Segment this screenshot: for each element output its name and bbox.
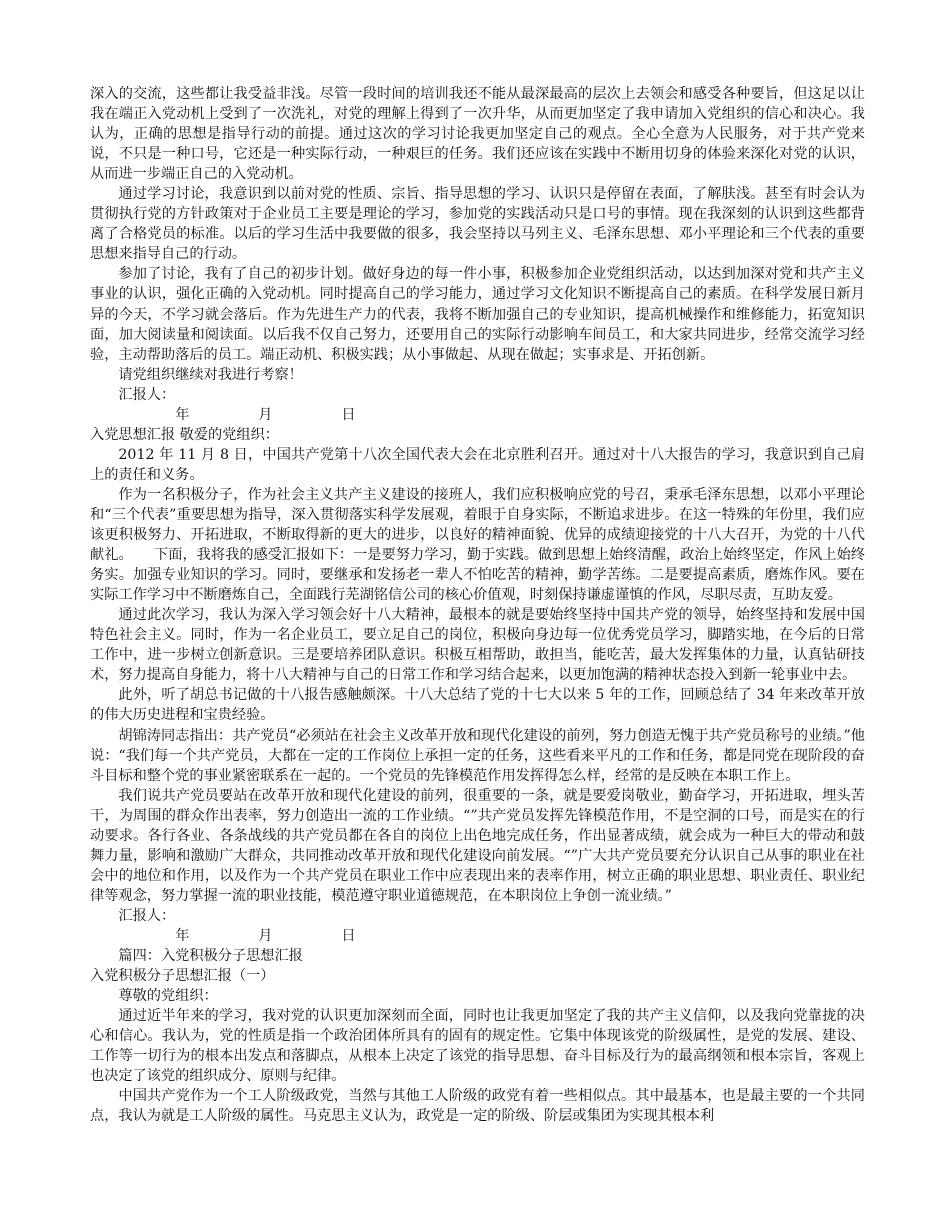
paragraph: 汇报人： xyxy=(118,907,176,924)
paragraph: 深入的交流，这些都让我受益非浅。尽管一段时间的培训我还不能从最深最高的层次上去领会和感受各种要旨，但这足以让我在端正入党动机上受到了一次洗礼，对党的理解上得到了一次升华，从而更加坚定了我申请加入党组织的信心和决心。我认为，正确的思想是指导行动的前提。通过这次的学习讨论我更加坚定自己的观点。全心全意为人民服务，对于共产党来说，不只是一种口号，它还是一种实际行动，一种艰巨的任务。我们还应该在实践中不断用切身的体验来深化对党的认识，从而进一步端正自己的入党动机。 xyxy=(90,86,865,183)
paragraph: 我们说共产党员要站在改革开放和现代化建设的前列，很重要的一条，就是要爱岗敬业，勤奋学习，开拓进取，埋头苦干，为周围的群众作出表率，努力创造出一流的工作业绩。“”共产党员发挥先锋模范作用，不是空洞的口号，而是实在的行动要求。各行各业、各条战线的共产党员都在各自的岗位上出色地完成任务，作出显著成绩，就会成为一种巨大的带动和鼓舞力量，影响和激励广大群众，共同推动改革开放和现代化建设向前发展。“”广大共产党员要充分认识自己从事的职业在社会中的地位和作用，以及作为一个共产党员在职业工作中应表现出来的表率作用，树立正确的职业思想、职业责任、职业纪律等观念，努力掌握一流的职业技能，模范遵守职业道德规范，在本职岗位上争创一流业绩。” xyxy=(90,787,865,904)
paragraph: 作为一名积极分子，作为社会主义共产主义建设的接班人，我们应积极响应党的号召，秉承毛泽东思想，以邓小平理论和“三个代表”重要思想为指导，深入贯彻落实科学发展观，着眼于自身实际，不断追求进步。在这一特殊的年份里，我们应该更积极努力、开拓进取，不断取得新的更大的进步，以良好的精神面貌、优异的成绩迎接党的十八大召开，为党的十八代献礼。 下面，我将我的感受汇报如下：一是要努力学习，勤于实践。做到思想上始终清醒，政治上始终坚定，作风上始终务实。加强专业知识的学习。同时，要继承和发扬老一辈人不怕吃苦的精神，勤学苦练。二是要提高素质，磨炼作风。要在实际工作学习中不断磨炼自己，全面践行芜湖铭信公司的核心价值观，时刻保持谦虚谨慎的作风，尽职尽责，互助友爱。 xyxy=(90,486,865,604)
date-part: 月 xyxy=(258,406,273,423)
paragraph: 中国共产党作为一个工人阶级政党，当然与其他工人阶级的政党有着一些相似点。其中最基本，也是最主要的一个共同点，我认为就是工人阶级的属性。马克思主义认为，政党是一定的阶级、阶层或集团为实现其根本利 xyxy=(90,1088,865,1125)
paragraph: 篇四：入党积极分子思想汇报 xyxy=(118,948,303,965)
paragraph: 汇报人： xyxy=(118,386,176,403)
date-part: 年 xyxy=(175,406,190,423)
paragraph: 胡锦涛同志指出：共产党员“必须站在社会主义改革开放和现代化建设的前列，努力创造无愧于共产党员称号的业绩。”他说：“我们每一个共产党员，大都在一定的工作岗位上承担一定的任务，这些看来平凡的工作和任务，都是同党在现阶段的奋斗目标和整个党的事业紧密联系在一起的。一个党员的先锋模范作用发挥得怎么样，经常的是反映在本职工作上。 xyxy=(90,727,865,784)
paragraph: 请党组织继续对我进行考察！ xyxy=(118,366,303,383)
paragraph: 参加了讨论，我有了自己的初步计划。做好身边的每一件小事，积极参加企业党组织活动，以达到加深对党和共产主义事业的认识，强化正确的入党动机。同时提高自己的学习能力，通过学习文化知识不断提高自己的素质。在科学发展日新月异的今天，不学习就会落后。作为先进生产力的代表，我将不断加强自己的专业知识，提高机械操作和维修能力，拓宽知识面，加大阅读量和阅读面。以后我不仅自己努力，还要用自己的实际行动影响车间员工，和大家共同进步，经常交流学习经验，主动帮助落后的员工。端正动机、积极实践；从小事做起、从现在做起；实事求是、开拓创新。 xyxy=(90,266,865,363)
paragraph: 尊敬的党组织： xyxy=(118,988,218,1005)
date-part: 日 xyxy=(341,406,356,423)
paragraph: 2012 年 11 月 8 日，中国共产党第十八次全国代表大会在北京胜利召开。通过对十八大报告的学习，我意识到自己肩上的责任和义务。 xyxy=(90,446,865,483)
paragraph: 通过此次学习，我认为深入学习领会好十八大精神，最根本的就是要始终坚持中国共产党的领导，始终坚持和发展中国特色社会主义。同时，作为一名企业员工，要立足自己的岗位，积极向身边每一位优秀党员学习，脚踏实地，在今后的日常工作中，进一步树立创新意识。三是要培养团队意识。积极互相帮助，敢担当，能吃苦，最大发挥集体的力量，认真钻研技术，努力提高自身能力，将十八大精神与自己的日常工作和学习结合起来，以更加饱满的精神状态投入到新一轮事业中去。 xyxy=(90,607,865,684)
paragraph: 通过学习讨论，我意识到以前对党的性质、宗旨、指导思想的学习、认识只是停留在表面，了解肤浅。甚至有时会认为贯彻执行党的方针政策对于企业员工主要是理论的学习，参加党的实践活动只是口号的事情。现在我深刻的认识到这些都背离了合格党员的标准。以后的学习生活中我要做的很多，我会坚持以马列主义、毛泽东思想、邓小平理论和三个代表的重要思想来指导自己的行动。 xyxy=(90,186,865,263)
date-line xyxy=(90,405,865,425)
date-part: 月 xyxy=(258,927,273,944)
document-body xyxy=(90,84,865,1126)
paragraph: 入党积极分子思想汇报（一） xyxy=(90,968,275,985)
date-part: 年 xyxy=(175,927,190,944)
paragraph: 入党思想汇报 敬爱的党组织： xyxy=(90,426,279,443)
paragraph: 通过近半年来的学习，我对党的认识更加深刻而全面，同时也让我更加坚定了我的共产主义信仰，以及我向党靠拢的决心和信心。我认为，党的性质是指一个政治团体所具有的固有的规定性。它集中体现该党的阶级属性，是党的发展、建设、工作等一切行为的根本出发点和落脚点，从根本上决定了该党的指导思想、奋斗目标及行为的最高纲领和根本宗旨，客观上也决定了该党的组织成分、原则与纪律。 xyxy=(90,1008,865,1085)
date-part: 日 xyxy=(341,927,356,944)
paragraph: 此外，听了胡总书记做的十八报告感触颇深。十八大总结了党的十七大以来 5 年的工作，回顾总结了 34 年来改革开放的伟大历史进程和宝贵经验。 xyxy=(90,687,865,724)
date-line xyxy=(90,926,865,946)
